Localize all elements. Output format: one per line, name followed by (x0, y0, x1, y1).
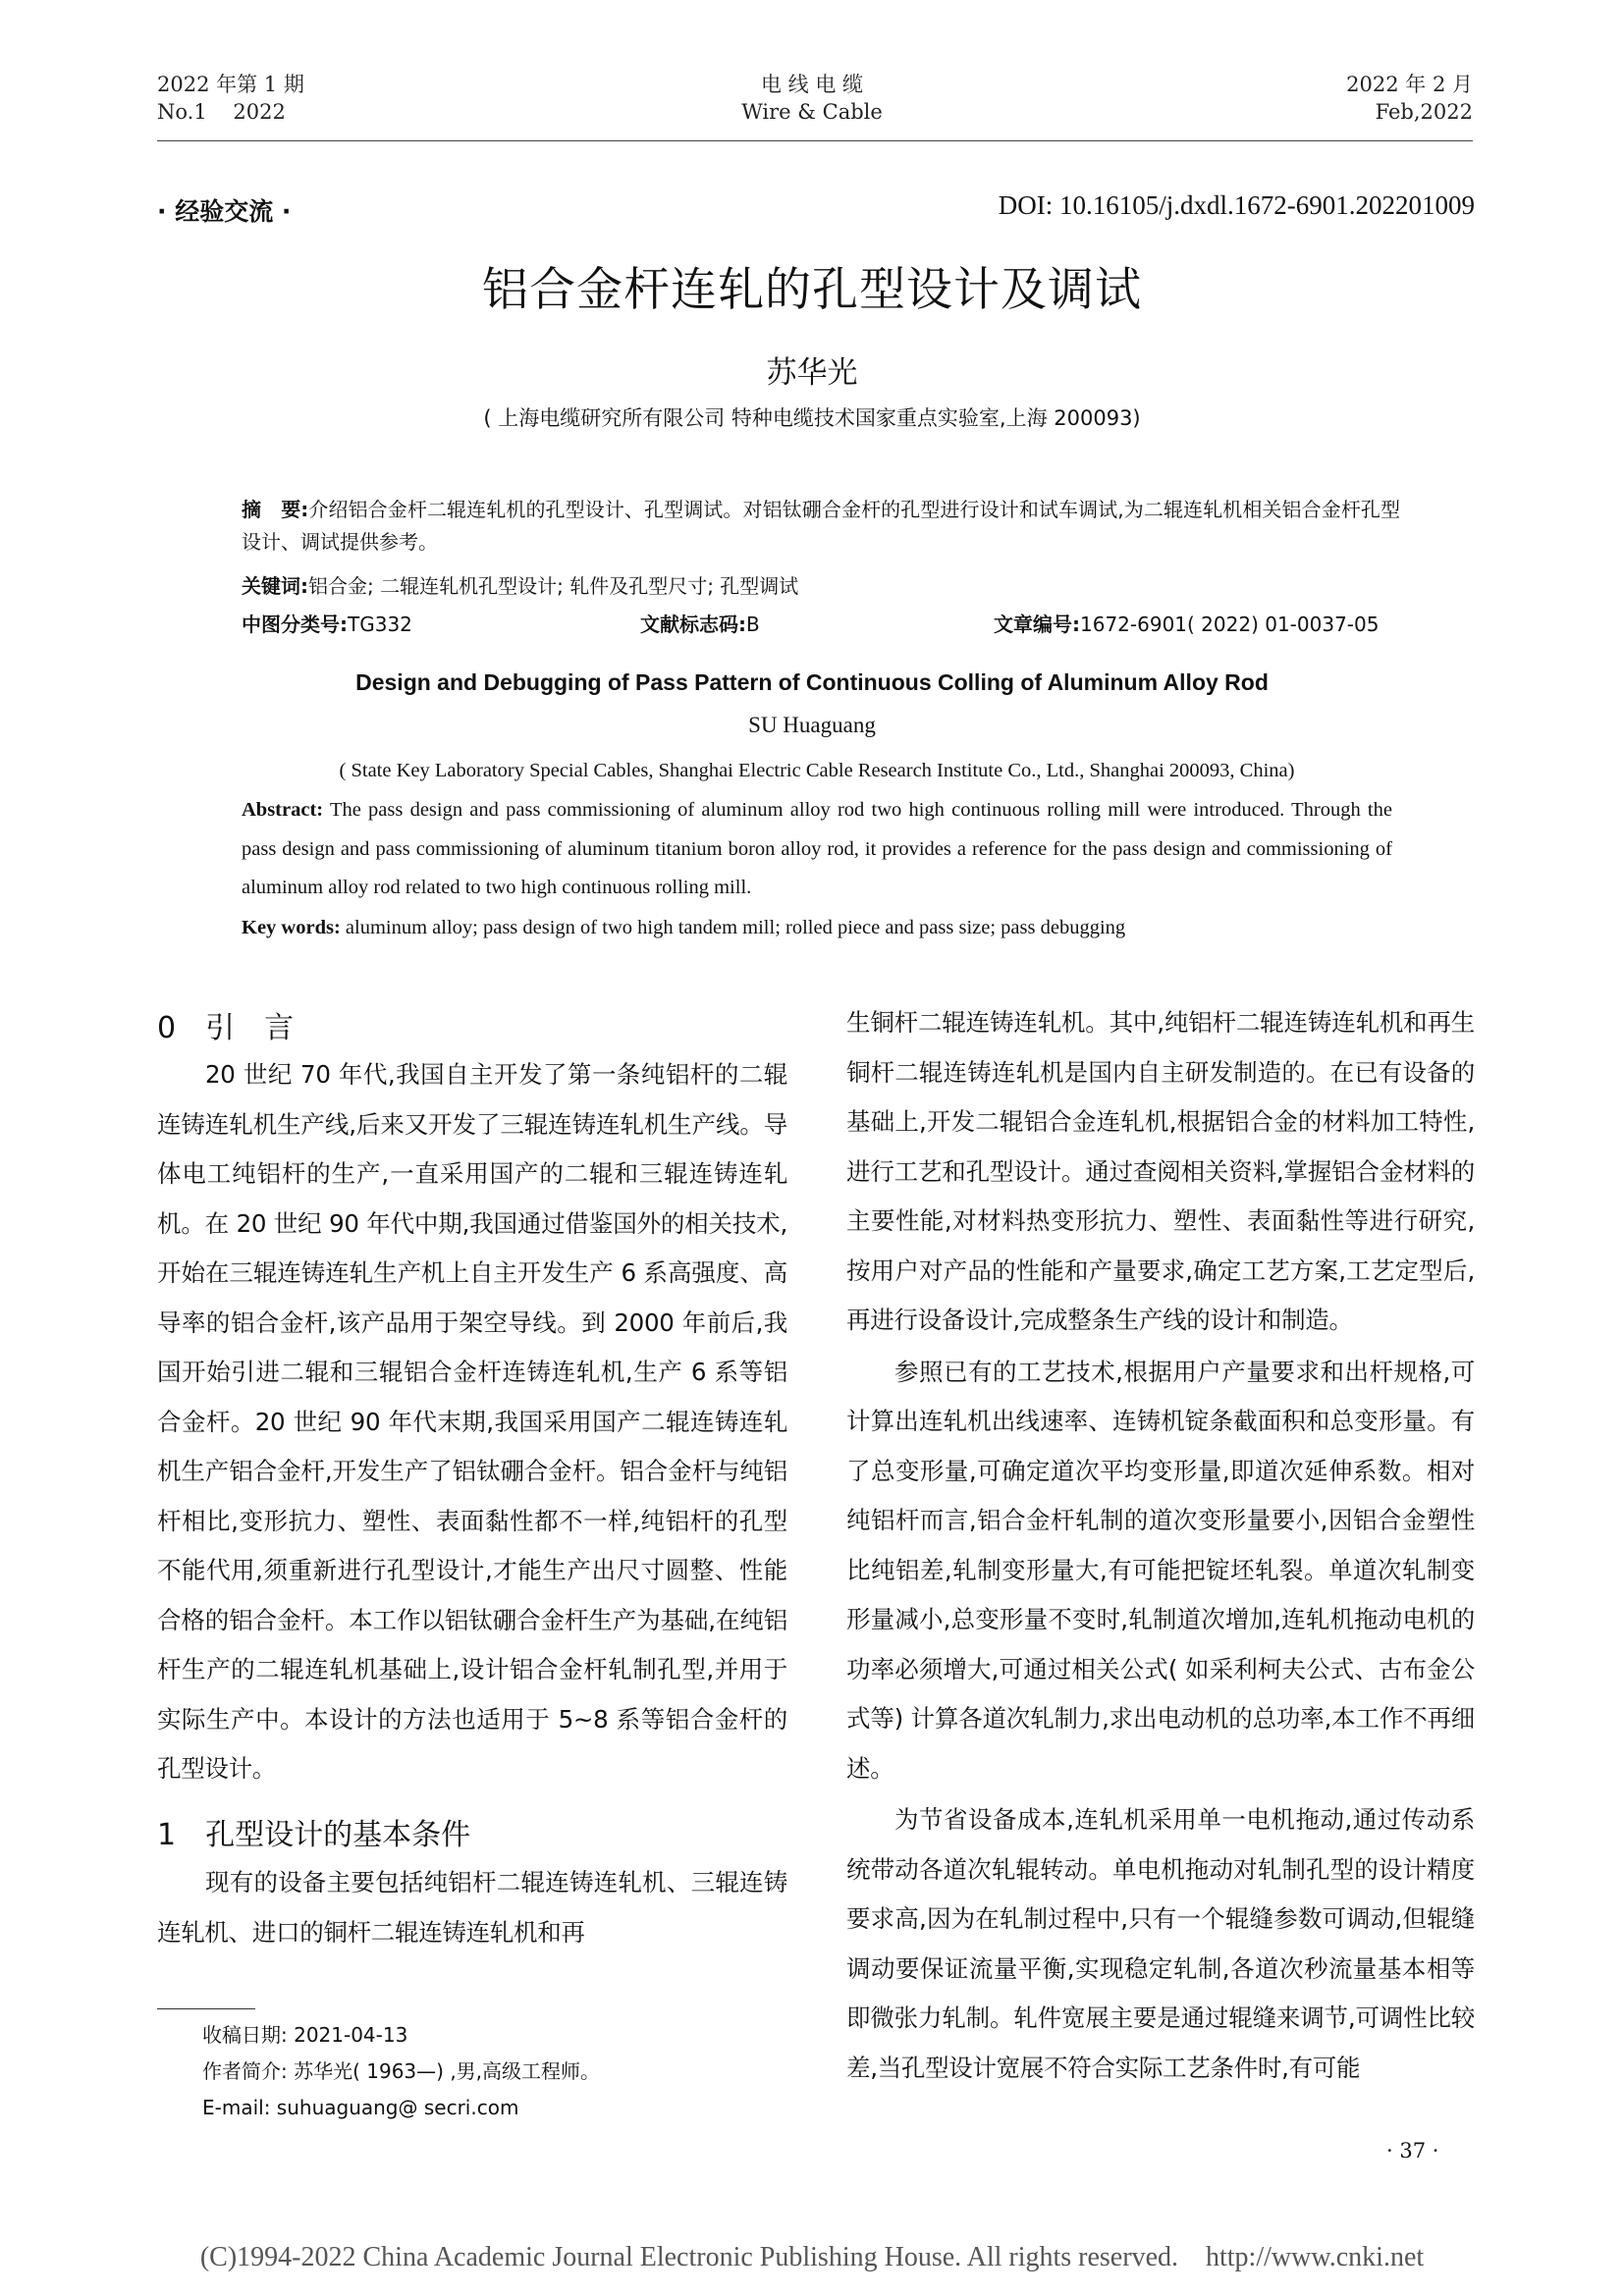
abstract-zh-label: 摘 要: (242, 498, 309, 521)
keywords-zh (242, 570, 1400, 603)
abstract-zh-text: 介绍铝合金杆二辊连轧机的孔型设计、孔型调试。对铝钛硼合金杆的孔型进行设计和试车调试,为二辊连轧机相关铝合金杆孔型设计、调试提供参考。 (242, 498, 1401, 554)
right-paragraph-3: 为节省设备成本,连轧机采用单一电机拖动,通过传动系统带动各道次轧辊转动。单电机拖动对轧制孔型的设计精度要求高,因为在轧制过程中,只有一个辊缝参数可调动,但辊缝调动要保证流量平衡,实现稳定轧制,各道次秒流量基本相等即微张力轧制。轧件宽展主要是通过辊缝来调节,可调性比较差,当孔型设计宽展不符合实际工艺条件时,有可能 (846, 1805, 1475, 2082)
english-title: Design and Debugging of Pass Pattern of Continuous Colling of Aluminum Alloy Rod (355, 669, 1269, 695)
header-journal-zh: 电 线 电 缆 (760, 73, 864, 96)
page-number: · 37 · (1386, 2139, 1439, 2163)
article-number-label: 文章编号: (994, 613, 1080, 636)
header-issue (157, 71, 304, 126)
affiliation: ( 上海电缆研究所有限公司 特种电缆技术国家重点实验室,上海 200093) (483, 406, 1141, 430)
english-keywords (242, 909, 1392, 948)
intro-paragraph: 20 世纪 70 年代,我国自主开发了第一条纯铝杆的二辊连铸连轧机生产线,后来又开发了三辊连铸连轧机生产线。导体电工纯铝杆的生产,一直采用国产的二辊和三辊连铸连轧机。在 20 世纪 90 年代中期,我国通过借鉴国外的相关技术,开始在三辊连铸连轧生产机上自主开发生产 6 系高强度、高导率的铝合金杆,该产品用于架空导线。到 2000 年前后,我国开始引进二辊和三辊铝合金杆连铸连轧机,生产 6 系等铝合金杆。20 世纪 90 年代末期,我国采用国产二辊连铸连轧机生产铝合金杆,开发生产了铝钛硼合金杆。铝合金杆与纯铝杆相比,变形抗力、塑性、表面黏性都不一样,纯铝杆的孔型不能代用,须重新进行孔型设计,才能生产出尺寸圆整、性能合格的铝合金杆。本工作以铝钛硼合金杆生产为基础,在纯铝杆生产的二辊连轧机基础上,设计铝合金杆轧制孔型,并用于实际生产中。本设计的方法也适用于 5~8 系等铝合金杆的孔型设计。 (157, 1060, 787, 1783)
english-keywords-label: Key words: (242, 917, 341, 938)
clc-label: 中图分类号: (242, 613, 348, 636)
abstract-zh (242, 494, 1400, 559)
right-paragraph-1: 生铜杆二辊连铸连轧机。其中,纯铝杆二辊连铸连轧机和再生铜杆二辊连铸连轧机是国内自主研发制造的。在已有设备的基础上,开发二辊铝合金连轧机,根据铝合金的材料加工特性,进行工艺和孔型设计。通过查阅相关资料,掌握铝合金材料的主要性能,对材料热变形抗力、塑性、表面黏性等进行研究,按用户对产品的性能和产量要求,确定工艺方案,工艺定型后,再进行设备设计,完成整条生产线的设计和制造。 (846, 1008, 1475, 1334)
doi: DOI: 10.16105/j.dxdl.1672-6901.202201009 (998, 190, 1475, 220)
footnote-received: 收稿日期: 2021-04-13 (202, 2023, 408, 2047)
doc-code-label: 文献标志码: (640, 613, 746, 636)
section-1-heading: 1 孔型设计的基本条件 (157, 1818, 471, 1852)
english-abstract (242, 791, 1392, 908)
english-affiliation: ( State Key Laboratory Special Cables, Shanghai Electric Cable Research Institute Co., Ltd., Shanghai 200093, China) (339, 760, 1295, 781)
copyright-notice: (C)1994-2022 China Academic Journal Electronic Publishing House. All rights reserved. http://www.cnki.net (199, 2242, 1425, 2272)
clc (242, 609, 412, 641)
header-journal (616, 71, 1008, 126)
english-keywords-text: aluminum alloy; pass design of two high tandem mill; rolled piece and pass size; pass debugging (345, 917, 1126, 938)
footnote-email: E-mail: suhuaguang@ secri.com (202, 2096, 519, 2119)
header-date-en: Feb,2022 (1375, 100, 1473, 124)
doc-code (640, 609, 760, 641)
right-column (846, 998, 1475, 2093)
section-tag: · 经验交流 · (157, 197, 292, 226)
clc-value: TG332 (348, 613, 412, 636)
english-author: SU Huaguang (748, 713, 876, 737)
author: 苏华光 (766, 355, 858, 391)
left-column-intro (157, 1050, 787, 1794)
header-journal-en: Wire & Cable (741, 100, 883, 124)
section-1-paragraph: 现有的设备主要包括纯铝杆二辊连铸连轧机、三辊连铸连轧机、进口的铜杆二辊连铸连轧机和再 (157, 1868, 787, 1947)
header-date-zh: 2022 年 2 月 (1346, 73, 1473, 96)
doc-code-value: B (746, 613, 760, 636)
english-abstract-text: The pass design and pass commissioning of aluminum alloy rod two high continuous rolling mill were introduced. Through the pass design and pass commissioning of aluminum titanium boron alloy rod, it provides a reference for the pass design and commissioning of aluminum alloy rod related to two high continuous rolling mill. (242, 799, 1392, 898)
header-issue-en: No.1 2022 (157, 100, 286, 124)
header-divider (157, 140, 1473, 141)
article-number-value: 1672-6901( 2022) 01-0037-05 (1080, 613, 1380, 636)
keywords-zh-text: 铝合金; 二辊连轧机孔型设计; 轧件及孔型尺寸; 孔型调试 (308, 574, 799, 598)
header-issue-zh: 2022 年第 1 期 (157, 73, 304, 96)
article-number (994, 609, 1379, 641)
keywords-zh-label: 关键词: (242, 574, 308, 598)
right-paragraph-2: 参照已有的工艺技术,根据用户产量要求和出杆规格,可计算出连轧机出线速率、连铸机锭条截面积和总变形量。有了总变形量,可确定道次平均变形量,即道次延伸系数。相对纯铝杆而言,铝合金杆轧制的道次变形量要小,因铝合金塑性比纯铝差,轧制变形量大,有可能把锭坯轧裂。单道次轧制变形量减小,总变形量不变时,轧制道次增加,连轧机拖动电机的功率必须增大,可通过相关公式( 如采利柯夫公式、古布金公式等) 计算各道次轧制力,求出电动机的总功率,本工作不再细述。 (846, 1357, 1475, 1783)
paper-title: 铝合金杆连轧的孔型设计及调试 (482, 263, 1142, 317)
left-column-section-1 (157, 1858, 787, 1957)
footnote-author-bio: 作者简介: 苏华光( 1963—) ,男,高级工程师。 (202, 2059, 601, 2083)
header-date (1346, 71, 1473, 126)
footnote-divider (157, 2008, 255, 2009)
english-abstract-label: Abstract: (242, 799, 324, 821)
section-0-heading: 0 引 言 (157, 1011, 295, 1045)
